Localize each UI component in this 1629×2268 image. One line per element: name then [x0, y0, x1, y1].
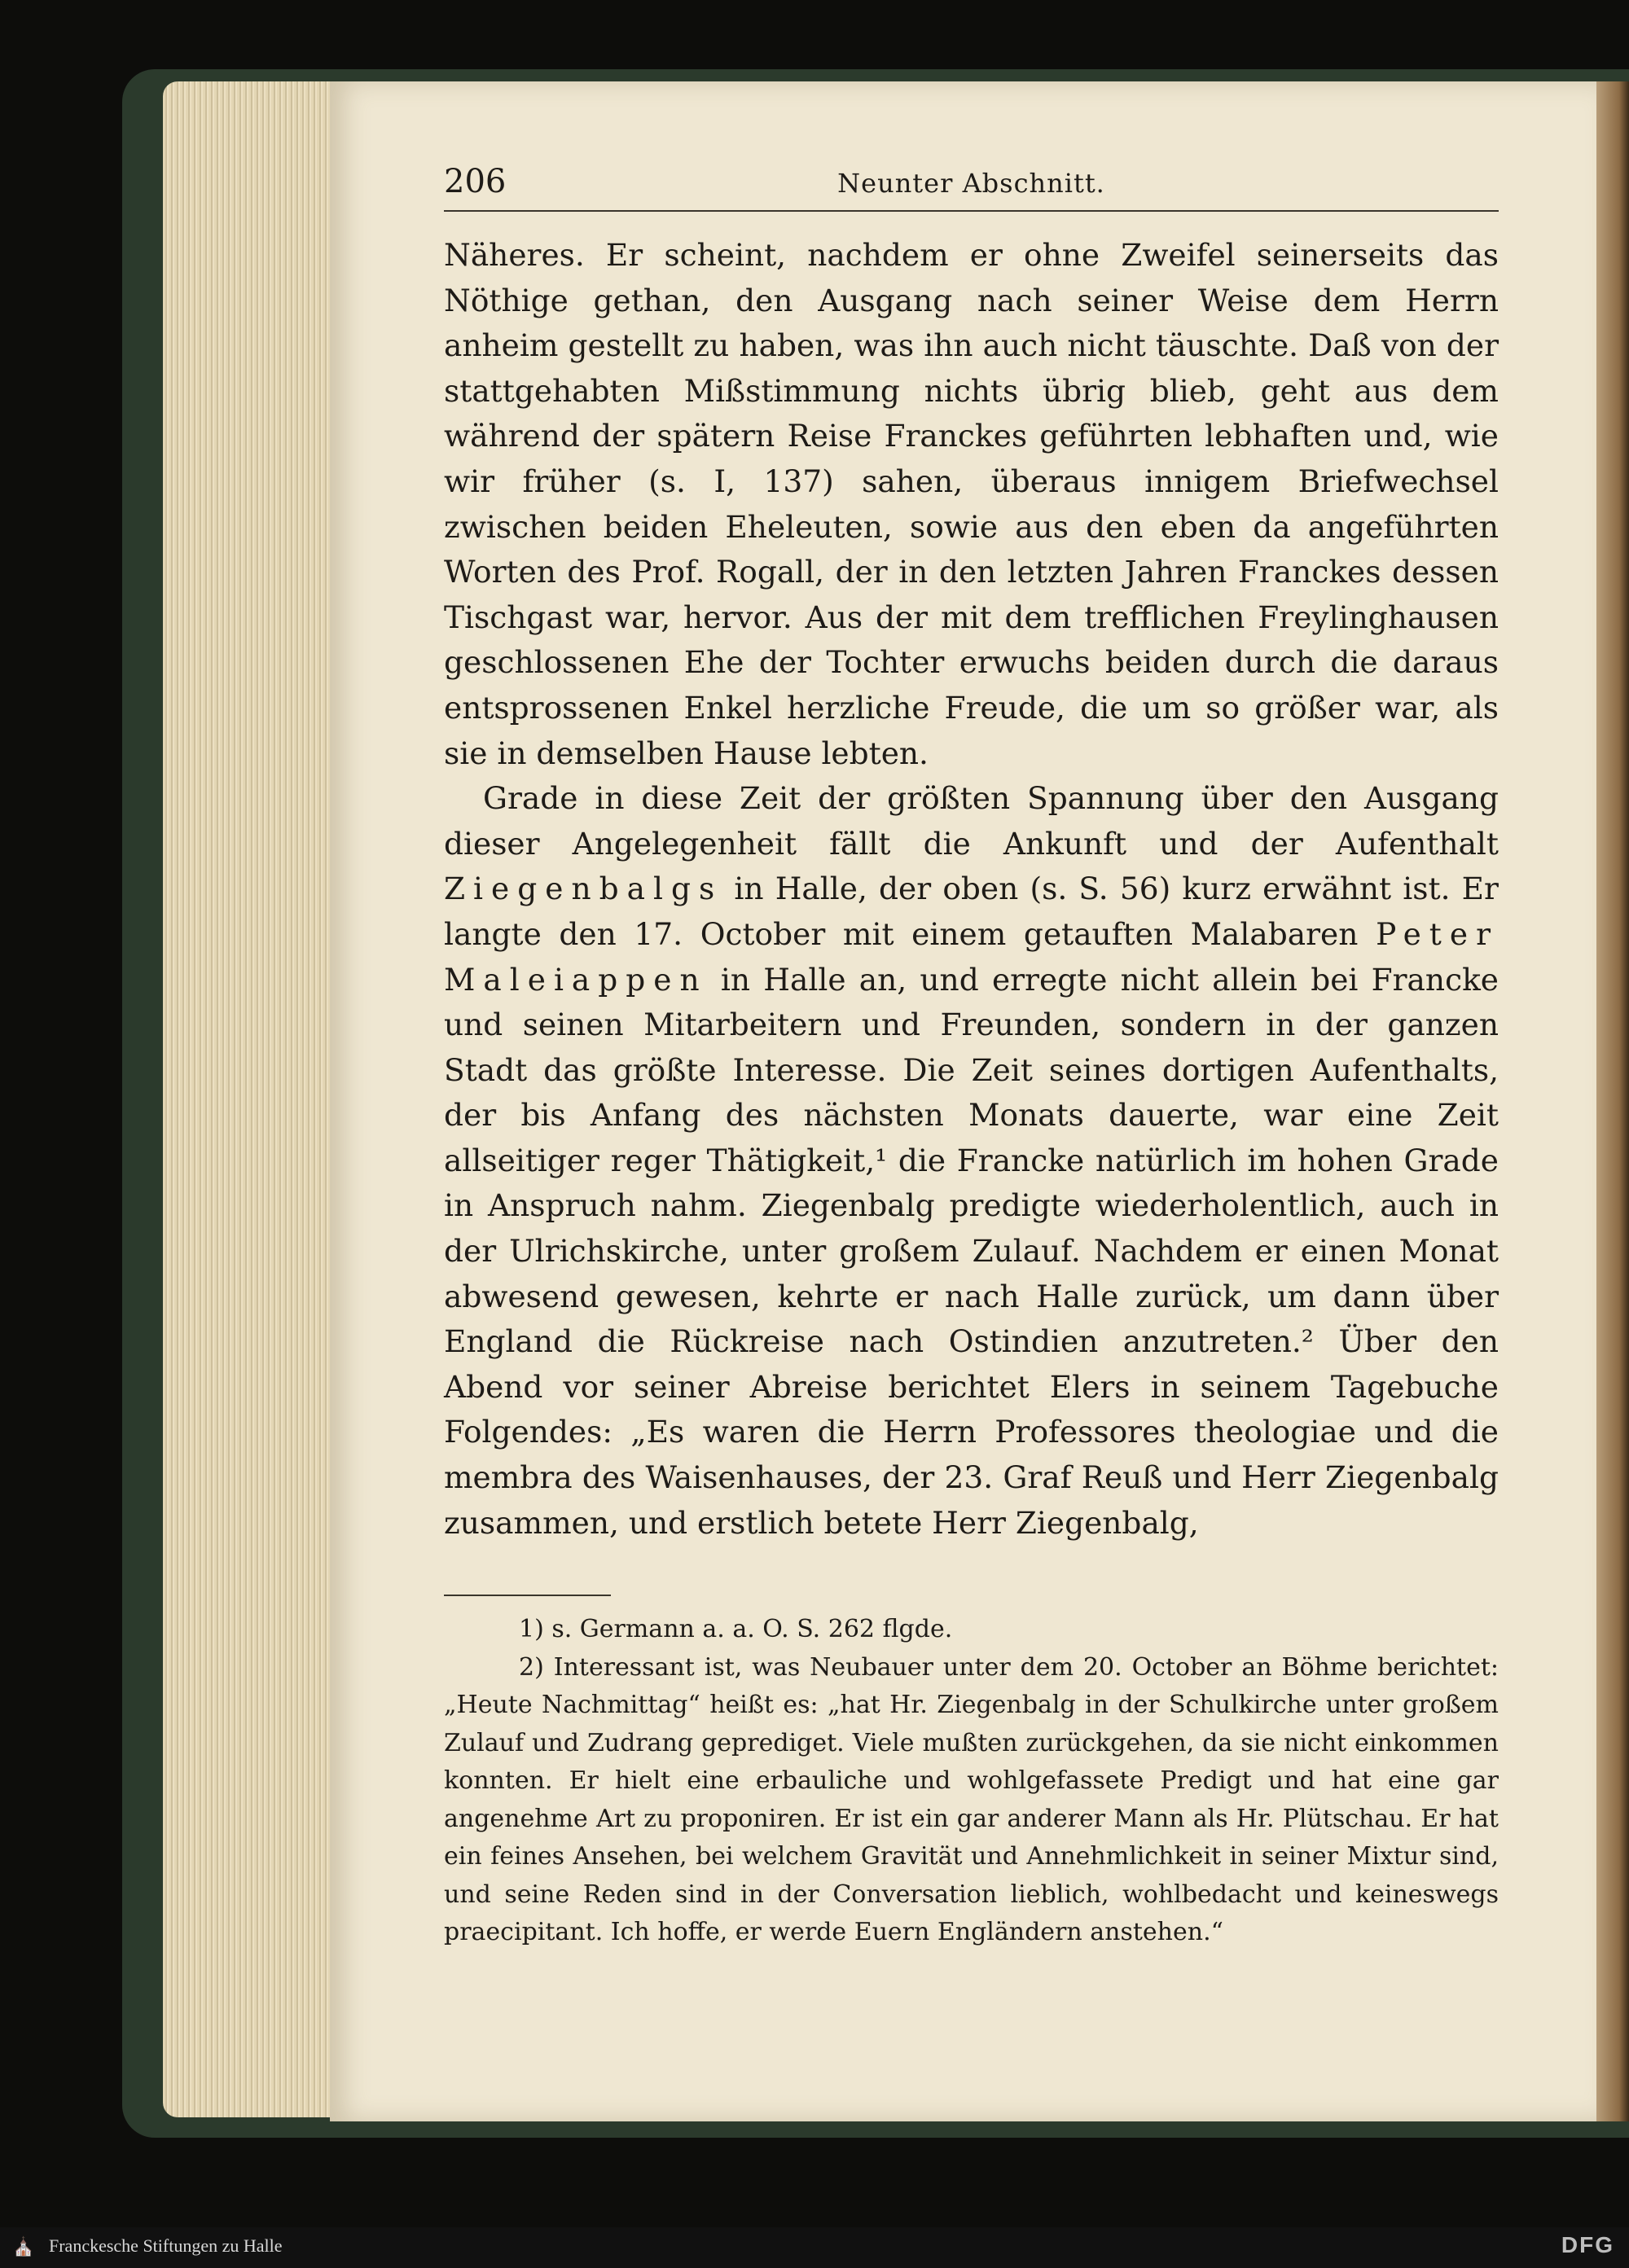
institution-name: Franckesche Stiftungen zu Halle: [49, 2235, 283, 2256]
text-run: Näheres. Er scheint, nachdem er ohne Zweifel seinerseits das Nöthige gethan, den Ausgang nach seiner Weise dem Herrn anheim gestellt zu haben, was ihn auch nicht täuschte. Daß von der stattgehabten Mißstimmung nichts übrig blieb, geht aus dem während der spätern Reise Franckes geführten lebhaften und, wie wir früher (s. I, 137) sahen, überaus innigem Briefwechsel zwischen beiden Eheleuten, sowie aus den eben da angeführten Worten des Prof. Rogall, der in den letzten Jahren Franckes dessen Tischgast war, hervor. Aus der mit dem trefflichen Freylinghausen geschlossenen Ehe der Tochter erwuchs beiden durch die daraus entsprossenen Enkel herzliche Freude, die um so größer war, als sie in demselben Hause lebten.: [444, 237, 1499, 771]
footnotes: [444, 1611, 1499, 1952]
running-title: Neunter Abschnitt.: [837, 168, 1105, 199]
book-fore-edge: [163, 81, 342, 2117]
spaced-name: Ziegenbalgs: [444, 871, 723, 907]
page-number: 206: [444, 163, 507, 200]
footnote-rule: [444, 1595, 611, 1596]
viewer-footer-bar: [0, 2227, 1629, 2268]
body-text: [444, 233, 1499, 1546]
footnote: 2) Interessant ist, was Neubauer unter dem 20. October an Böhme berichtet: „Heute Nachmittag“ heißt es: „hat Hr. Ziegenbalg in der Schulkirche unter großem Zulauf und Zudrang geprediget. Viele mußten zurückgehen, da sie nicht einkommen konnten. Er hielt eine erbauliche und wohlgefassete Predigt und hat eine gar angenehme Art zu proponiren. Er ist ein gar anderer Mann als Hr. Plütschau. Er hat ein feines Ansehen, bei welchem Gravität und Annehmlichkeit in seiner Mixtur sind, und seine Reden sind in der Conversation lieblich, wohlbedacht und keineswegs praecipitant. Ich hoffe, er werde Euern Engländern anstehen.“: [444, 1652, 1499, 1947]
text-run: Grade in diese Zeit der größten Spannung über den Ausgang dieser Angelegenheit fällt die Ankunft und der Aufenthalt: [444, 780, 1499, 862]
spaced-name: Peter Maleiappen: [444, 915, 1499, 998]
body-paragraph: [444, 233, 1499, 776]
facing-page-edge: [1596, 81, 1629, 2121]
body-paragraph: [444, 776, 1499, 1546]
dfg-logo: DFG: [1561, 2232, 1614, 2257]
footnote: 1) s. Germann a. a. O. S. 262 flgde.: [519, 1615, 953, 1644]
running-head: [444, 163, 1499, 212]
text-run: in Halle, der oben (s. S. 56) kurz erwähnt ist. Er langte den 17. October mit einem getauften Malabaren: [444, 871, 1499, 952]
text-run: in Halle an, und erregte nicht allein bei Francke und seinen Mitarbeitern und Freunden, sondern in der ganzen Stadt das größte Interesse. Die Zeit seines dortigen Aufenthalts, der bis Anfang des nächsten Monats dauerte, war eine Zeit allseitiger reger Thätigkeit,¹ die Francke natürlich im hohen Grade in Anspruch nahm. Ziegenbalg predigte wiederholentlich, auch in der Ulrichskirche, unter großem Zulauf. Nachdem er einen Monat abwesend gewesen, kehrte er nach Halle zurück, um dann über England die Rückreise nach Ostindien anzutreten.² Über den Abend vor seiner Abreise berichtet Elers in seinem Tagebuche Folgendes: „Es waren die Herrn Professores theologiae und die membra des Waisenhauses, der 23. Graf Reuß und Herr Ziegenbalg zusammen, und erstlich betete Herr Ziegenbalg,: [444, 961, 1499, 1541]
institution-logo-icon: ⛪: [12, 2237, 35, 2257]
page-content: [444, 163, 1499, 1952]
